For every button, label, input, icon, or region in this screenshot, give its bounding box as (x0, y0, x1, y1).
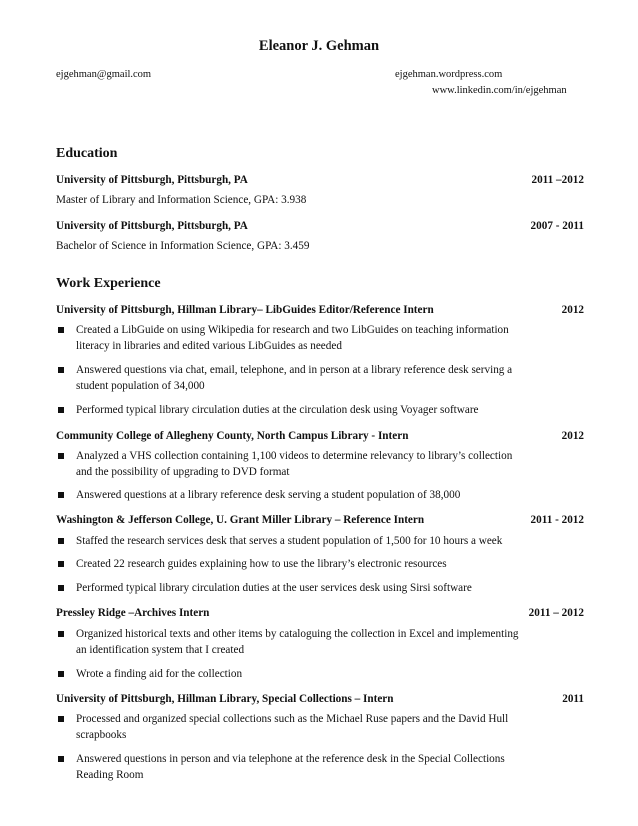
job-dates: 2012 (561, 304, 584, 316)
square-bullet-icon (58, 367, 64, 373)
square-bullet-icon (58, 671, 64, 677)
resume-page: Eleanor J. Gehman ejgehman@gmail.com ejgehman.wordpress.com www.linkedin.com/in/ejgehman Education University of Pittsburgh, Pittsburgh, PA 2011 –2012 Master of Library and Information Science, GPA: 3.938 University of Pittsburgh, Pittsburgh, PA 2007 - 2011 Bachelor of Science in Information Science, GPA: 3.459 Work Experience University of Pittsburgh, Hillman Library– LibGuides Editor/Reference Intern 2012 Created a LibGuide on using Wikipedia for research and two LibGuides on teaching information literacy in libraries and edited various LibGuides as needed Answered questions via chat, email, telephone, and in person at a library reference desk serving a student population of 34,000 Performed typical library circulation duties at the circulation desk using Voyager software Community College of Allegheny County, North Campus Library - Intern 2012 Analyzed a VHS collection containing 1,100 videos to determine relevancy to library’s collection and the possibility of upgrading to DVD format Answered questions at a library reference desk serving a student population of 38,000 Washington & Jefferson College, U. Grant Miller Library – Reference Intern 2011 - 2012 Staffed the research services desk that serves a student population of 1,500 for 10 hours a week Created 22 research guides explaining how to use the library’s electronic resources Performed typical library circulation duties at the user services desk using Sirsi software Pressley Ridge –Archives Intern 2011 – 2012 Organized historical texts and other items by cataloguing the collection in Excel and implementing an identification system that I created Wrote a finding aid for the collection University of Pittsburgh, Hillman Library, Special Collections – Intern 2011 Processed and organized special collections such as the Michael Ruse papers and the David Hull scrapbooks Answered questions in person and via telephone at the reference desk in the Special Collections Reading Room (0, 0, 638, 826)
square-bullet-icon (58, 716, 64, 722)
job-dates: 2011 – 2012 (528, 607, 584, 619)
education-heading: Education (56, 146, 118, 161)
square-bullet-icon (58, 561, 64, 567)
resume-name: Eleanor J. Gehman (258, 38, 380, 54)
job-title: University of Pittsburgh, Hillman Library, Special Collections – Intern (56, 693, 394, 705)
education-dates: 2011 –2012 (531, 174, 584, 186)
square-bullet-icon (58, 631, 64, 637)
square-bullet-icon (58, 407, 64, 413)
square-bullet-icon (58, 453, 64, 459)
job-dates: 2012 (561, 430, 584, 442)
square-bullet-icon (58, 756, 64, 762)
education-school: University of Pittsburgh, Pittsburgh, PA (56, 220, 248, 232)
square-bullet-icon (58, 492, 64, 498)
job-title: Pressley Ridge –Archives Intern (56, 607, 210, 619)
square-bullet-icon (58, 327, 64, 333)
job-title: University of Pittsburgh, Hillman Library– LibGuides Editor/Reference Intern (56, 304, 434, 316)
education-dates: 2007 - 2011 (530, 220, 584, 232)
job-title: Washington & Jefferson College, U. Grant Miller Library – Reference Intern (56, 514, 425, 526)
square-bullet-icon (58, 585, 64, 591)
work-experience-heading: Work Experience (56, 276, 161, 291)
job-dates: 2011 (562, 693, 584, 705)
job-title: Community College of Allegheny County, North Campus Library - Intern (56, 430, 409, 442)
email-link[interactable]: ejgehman@gmail.com (56, 69, 152, 80)
education-school: University of Pittsburgh, Pittsburgh, PA (56, 174, 248, 186)
education-degree: Bachelor of Science in Information Science, GPA: 3.459 (56, 240, 310, 252)
square-bullet-icon (58, 538, 64, 544)
linkedin-link[interactable]: www.linkedin.com/in/ejgehman (432, 85, 567, 96)
education-degree: Master of Library and Information Science, GPA: 3.938 (56, 194, 307, 206)
blog-link[interactable]: ejgehman.wordpress.com (395, 69, 503, 80)
job-dates: 2011 - 2012 (530, 514, 584, 526)
